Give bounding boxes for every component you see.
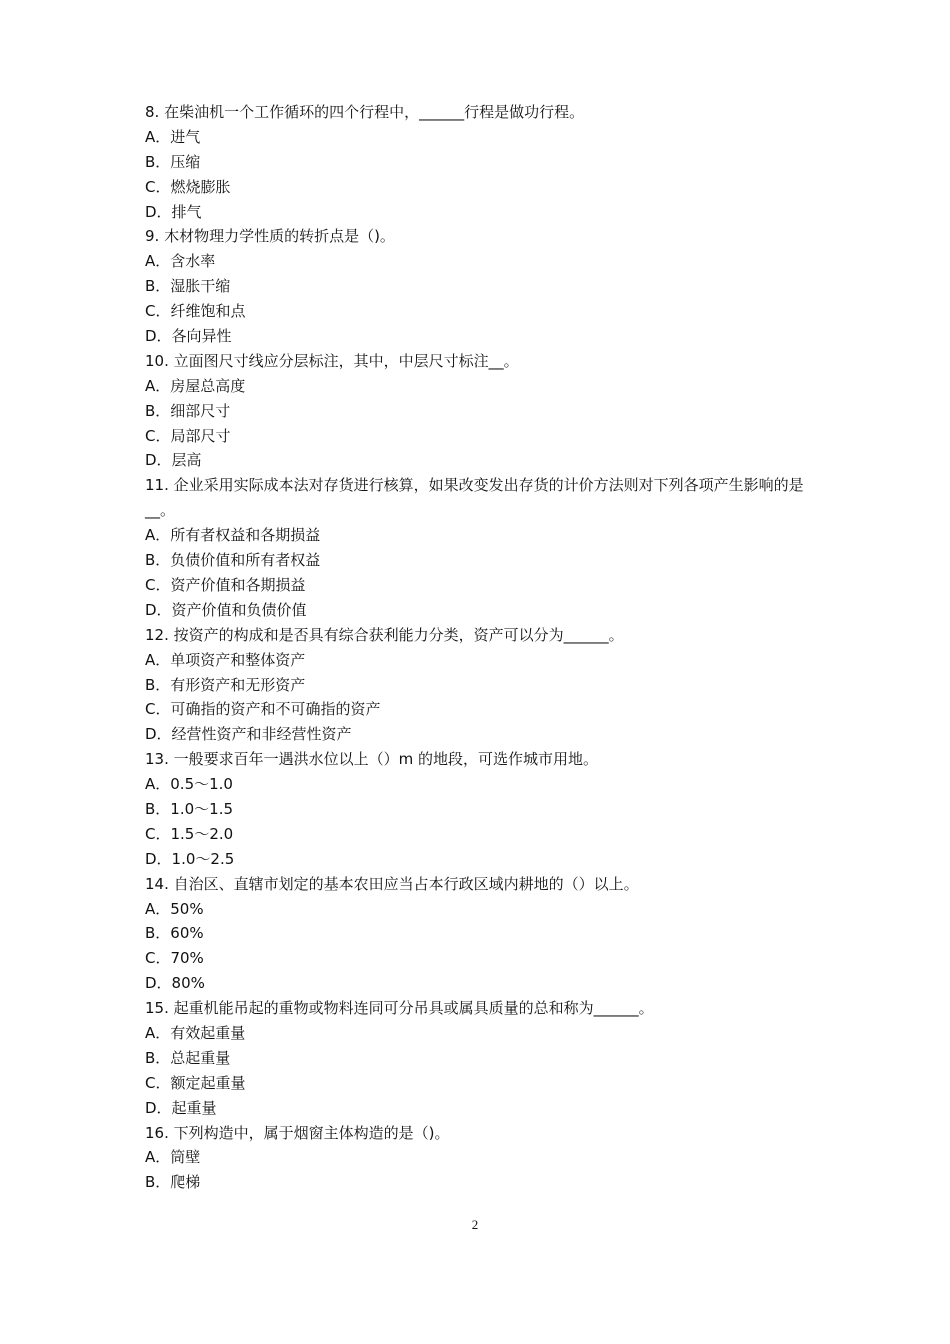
answer-option: B．60%: [145, 924, 204, 943]
answer-option: D．1.0～2.5: [145, 849, 235, 868]
answer-option: D．层高: [145, 451, 202, 470]
answer-option: A．含水率: [145, 252, 216, 271]
answer-option: A．所有者权益和各期损益: [145, 526, 321, 545]
answer-option: C．纤维饱和点: [145, 302, 246, 321]
answer-option: B．压缩: [145, 152, 201, 171]
question-stem: 14. 自治区、直辖市划定的基本农田应当占本行政区域内耕地的（）以上。: [145, 874, 639, 893]
answer-option: B．细部尺寸: [145, 401, 231, 420]
answer-option: D．排气: [145, 202, 202, 221]
question-stem: 9. 木材物理力学性质的转折点是（)。: [145, 227, 395, 246]
answer-option: B．湿胀干缩: [145, 277, 231, 296]
answer-option: A．进气: [145, 127, 201, 146]
answer-option: D．经营性资产和非经营性资产: [145, 725, 352, 744]
answer-option: B．有形资产和无形资产: [145, 675, 306, 694]
answer-option: C．1.5～2.0: [145, 824, 234, 843]
answer-option: C．可确指的资产和不可确指的资产: [145, 700, 381, 719]
question-stem: 10. 立面图尺寸线应分层标注，其中，中层尺寸标注__。: [145, 351, 519, 370]
answer-option: C．70%: [145, 949, 204, 968]
answer-option: D．资产价值和负债价值: [145, 600, 307, 619]
answer-option: B．负债价值和所有者权益: [145, 551, 321, 570]
answer-option: D．各向异性: [145, 327, 232, 346]
answer-option: C．额定起重量: [145, 1073, 246, 1092]
answer-option: B．1.0～1.5: [145, 799, 234, 818]
answer-option: B．爬梯: [145, 1173, 201, 1192]
question-stem: 11. 企业采用实际成本法对存货进行核算，如果改变发出存货的计价方法则对下列各项产生影响的是__。: [145, 476, 804, 520]
answer-option: A．单项资产和整体资产: [145, 650, 306, 669]
question-stem: 12. 按资产的构成和是否具有综合获利能力分类，资产可以分为______。: [145, 625, 624, 644]
question-list: [145, 100, 825, 1195]
question-stem: 8. 在柴油机一个工作循环的四个行程中，______行程是做功行程。: [145, 103, 585, 121]
answer-option: B．总起重量: [145, 1048, 231, 1067]
answer-option: A．0.5～1.0: [145, 775, 233, 794]
answer-option: D．起重量: [145, 1098, 217, 1117]
answer-option: C．资产价值和各期损益: [145, 575, 306, 594]
answer-option: D．80%: [145, 974, 205, 993]
question-stem: 16. 下列构造中，属于烟窗主体构造的是（)。: [145, 1123, 450, 1142]
question-stem: 15. 起重机能吊起的重物或物料连同可分吊具或属具质量的总和称为______。: [145, 999, 654, 1018]
question-stem: 13. 一般要求百年一遇洪水位以上（）m 的地段，可选作城市用地。: [145, 750, 599, 769]
answer-option: A．筒壁: [145, 1148, 201, 1167]
answer-option: C．燃烧膨胀: [145, 177, 231, 196]
answer-option: A．房屋总高度: [145, 376, 246, 395]
answer-option: A．有效起重量: [145, 1023, 246, 1042]
page-number: 2: [471, 1217, 479, 1232]
answer-option: C．局部尺寸: [145, 426, 231, 445]
answer-option: A．50%: [145, 899, 204, 918]
